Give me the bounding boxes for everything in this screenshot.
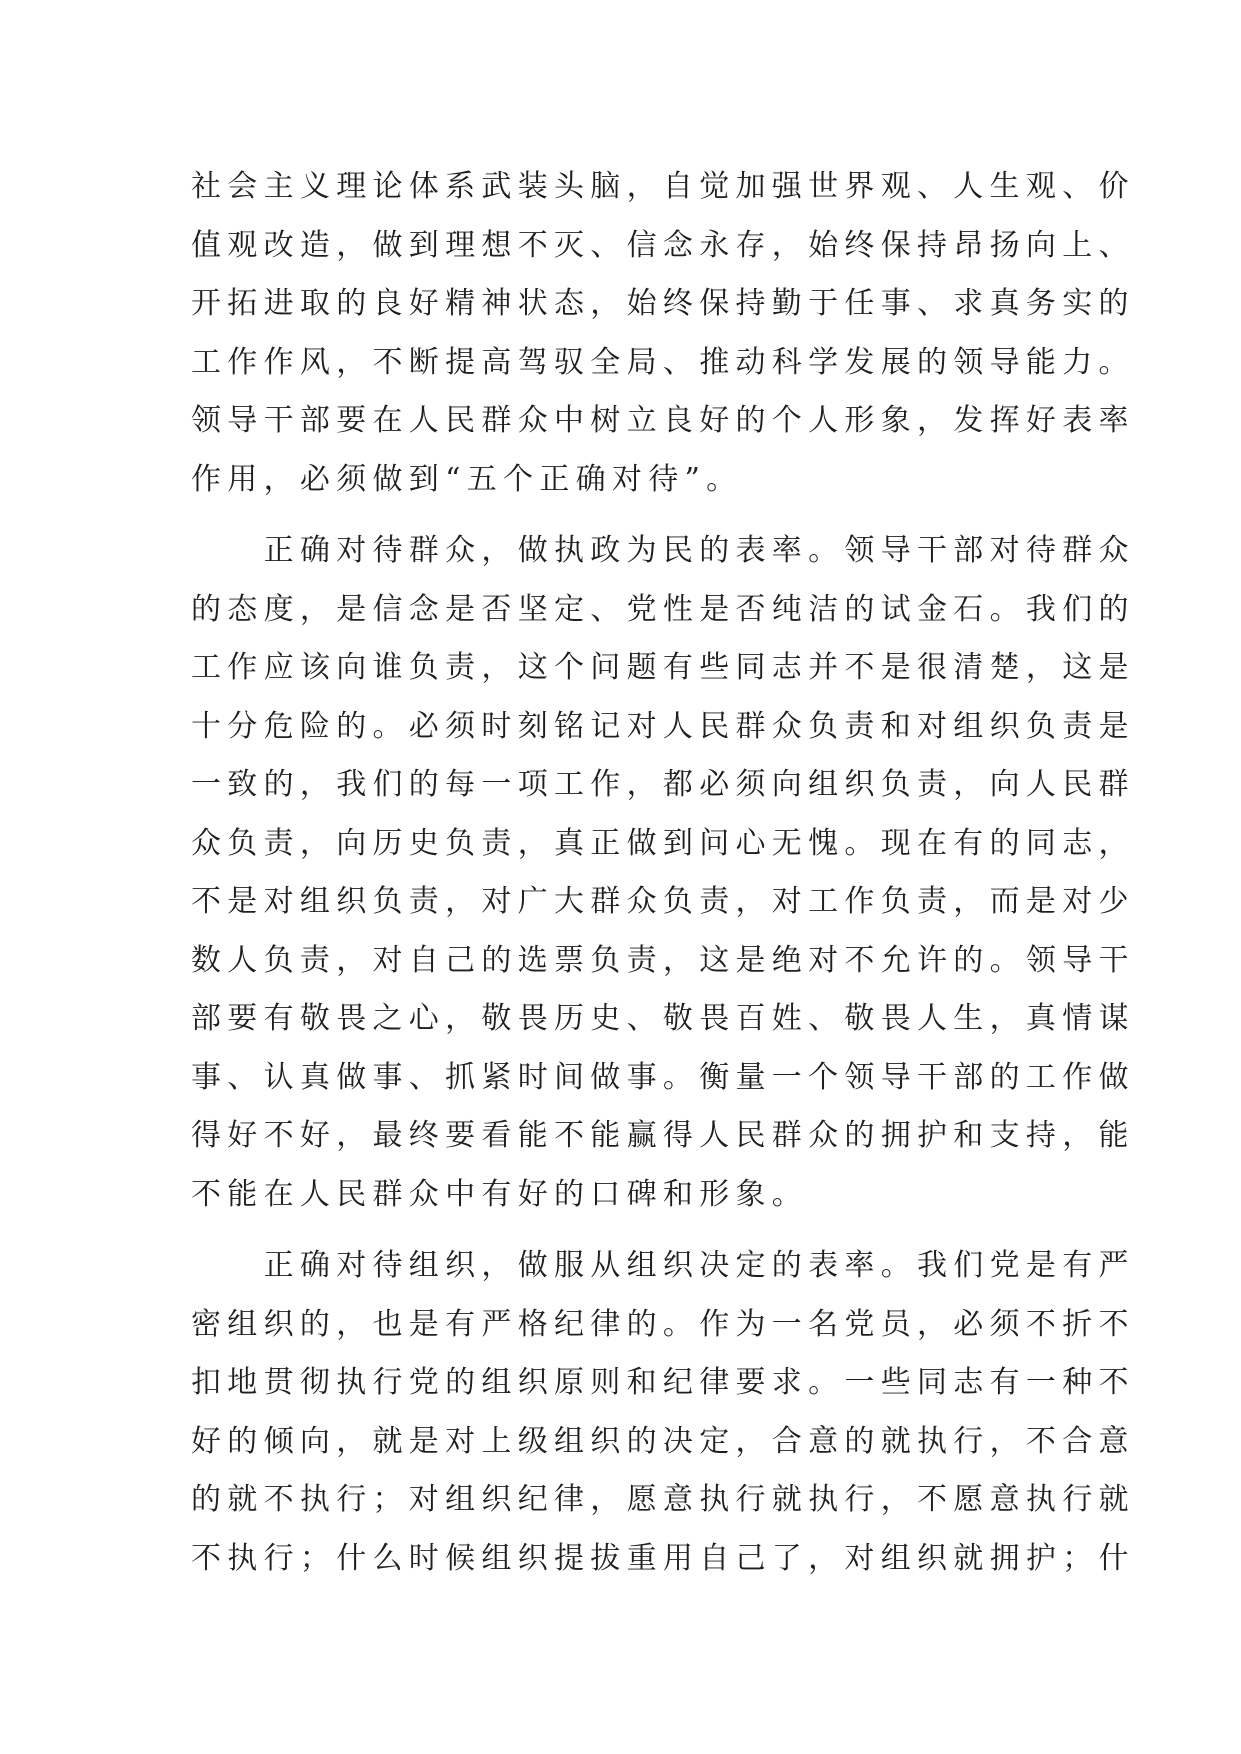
text-line: 作用，必须做到“五个正确对待”。 xyxy=(191,461,743,497)
text-line: 的态度，是信念是否坚定、党性是否纯洁的试金石。我们的 xyxy=(191,591,1135,627)
text-line: 数人负责，对自己的选票负责，这是绝对不允许的。领导干 xyxy=(191,942,1135,978)
text-line: 十分危险的。必须时刻铭记对人民群众负责和对组织负责是 xyxy=(191,708,1135,744)
document-body xyxy=(191,158,1135,1588)
text-line: 一致的，我们的每一项工作，都必须向组织负责，向人民群 xyxy=(191,767,1135,802)
text-line: 密组织的，也是有严格纪律的。作为一名党员，必须不折不 xyxy=(191,1306,1135,1342)
text-line: 的就不执行；对组织纪律，愿意执行就执行，不愿意执行就 xyxy=(191,1482,1135,1517)
paragraph-3 xyxy=(191,1237,1135,1588)
text-line: 开拓进取的良好精神状态，始终保持勤于任事、求真务实的 xyxy=(191,286,1135,321)
text-line: 不是对组织负责，对广大群众负责，对工作负责，而是对少 xyxy=(191,884,1135,919)
text-line: 值观改造，做到理想不灭、信念永存，始终保持昂扬向上、 xyxy=(191,227,1135,263)
paragraph-spacer xyxy=(191,1224,1061,1237)
text-line: 扣地贯彻执行党的组织原则和纪律要求。一些同志有一种不 xyxy=(191,1365,1135,1400)
text-line: 部要有敬畏之心，敬畏历史、敬畏百姓、敬畏人生，真情谋 xyxy=(191,1001,1135,1036)
text-line: 不执行；什么时候组织提拔重用自己了，对组织就拥护；什 xyxy=(191,1540,1135,1576)
text-line: 事、认真做事、抓紧时间做事。衡量一个领导干部的工作做 xyxy=(191,1059,1135,1095)
text-line: 正确对待群众，做执政为民的表率。领导干部对待群众 xyxy=(191,533,1135,568)
text-line: 好的倾向，就是对上级组织的决定，合意的就执行，不合意 xyxy=(191,1423,1135,1459)
text-line: 众负责，向历史负责，真正做到问心无愧。现在有的同志， xyxy=(191,825,1135,861)
text-line: 领导干部要在人民群众中树立良好的个人形象，发挥好表率 xyxy=(191,403,1135,438)
paragraph-1 xyxy=(191,158,1135,509)
text-line: 不能在人民群众中有好的口碑和形象。 xyxy=(191,1176,809,1212)
paragraph-spacer xyxy=(191,509,1061,522)
text-line: 正确对待组织，做服从组织决定的表率。我们党是有严 xyxy=(191,1248,1135,1283)
text-line: 社会主义理论体系武装头脑，自觉加强世界观、人生观、价 xyxy=(191,169,1135,204)
text-line: 得好不好，最终要看能不能赢得人民群众的拥护和支持，能 xyxy=(191,1118,1135,1153)
text-line: 工作作风，不断提高驾驭全局、推动科学发展的领导能力。 xyxy=(191,344,1135,380)
text-line: 工作应该向谁负责，这个问题有些同志并不是很清楚，这是 xyxy=(191,650,1135,685)
paragraph-2 xyxy=(191,522,1135,1224)
